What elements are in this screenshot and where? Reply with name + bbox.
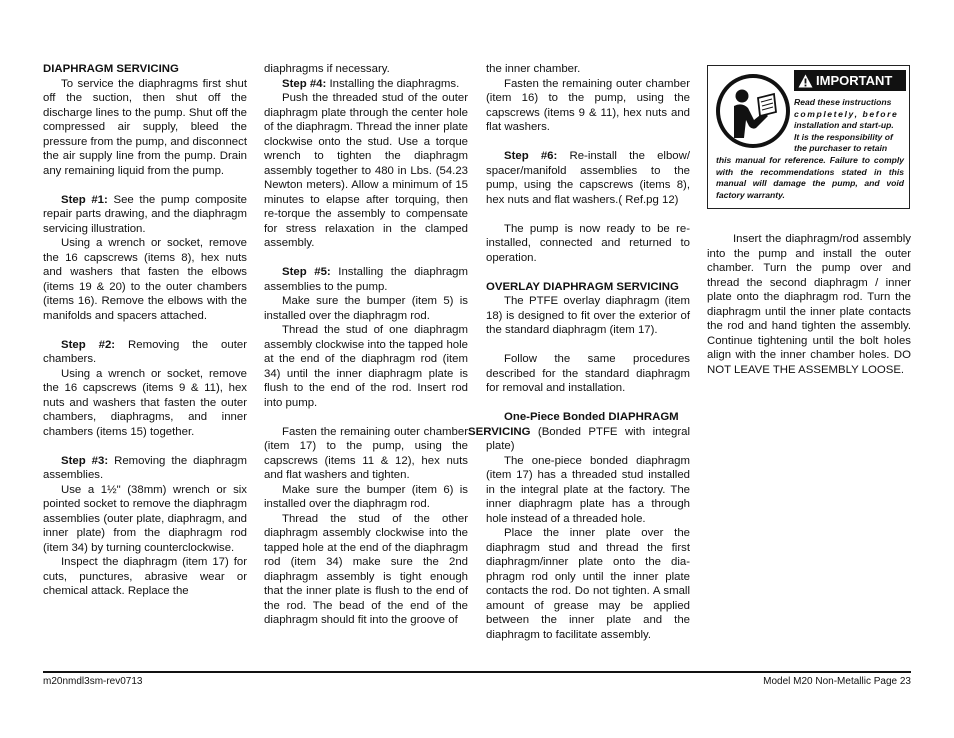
paragraph: Using a wrench or socket, remove the 16 capscrews (items 8), hex nuts and washers that fasten the elbows (items 19 & 20) to the outer chambers (items 16). Remove the elbows with the manifolds and spacers attached.	[43, 237, 247, 322]
paragraph: Using a wrench or socket, remove the 16 capscrews (items 9 & 11), hex nuts and washers that fasten the outer chambers, diaphragms, and inner chambers (items 15) together.	[43, 367, 247, 438]
column-4	[707, 232, 911, 377]
paragraph: To service the diaphragms first shut off the suction, then shut off the discharge lines to the pump. Shut off the compressed air supply, bleed the pressure from the pump, and disconnect the air supply line from the pump. Drain any remaining liquid from the pump.	[43, 77, 247, 177]
step-text: Re-install the elbow/ spacer/manifold assemblies to the pump, using the capscrews (items 8), hex nuts and flat washers.( Ref.pg 12)	[486, 150, 691, 206]
step-label: Step #6:	[504, 150, 558, 162]
document-code: m20nmdl3sm-rev0713	[43, 676, 143, 687]
warning-icon	[798, 74, 813, 88]
paragraph: the inner chamber.	[486, 63, 581, 75]
paragraph: The pump is now ready to be re-installed, connected and returned to operation.	[486, 222, 690, 264]
important-banner	[794, 70, 906, 91]
step-label: Step #3:	[61, 454, 109, 467]
important-line: Read these instructions	[794, 97, 892, 107]
paragraph: Follow the same procedures described for the standard diaphragm for removal and installation.	[486, 353, 690, 394]
heading-rest: (Bonded PTFE with integral plate)	[486, 425, 690, 452]
paragraph: Fasten the remaining outer chamber (item 16) to the pump, using the capscrews (items 9 & 11), hex nuts and flat washers.	[486, 77, 690, 133]
column-1	[43, 62, 247, 599]
section-heading: DIAPHRAGM SERVICING	[43, 63, 179, 75]
important-text	[716, 97, 904, 201]
paragraph: Make sure the bumper (item 6) is installed over the diaphragm rod.	[264, 483, 468, 510]
paragraph: Place the inner plate over the diaphragm stud and thread the first diaphragm/inner plate onto the dia-phragm rod only until the inner plate contacts the rod. Do not tighten. A small amount of grease may be applied between the inner plate and the diaphragm to facilitate assembly.	[486, 527, 690, 641]
paragraph: The one-piece bonded diaphragm (item 17) has a threaded stud installed in the integral plate at the factory. The inner diaphragm plate has a through hole instead of a threaded hole.	[486, 454, 690, 525]
paragraph: Thread the stud of one diaphragm assembly clockwise into the tapped hole at the end of the diaphragm rod (item 34) until the inner diaphragm plate is flush to the end of the rod. Insert rod into pump.	[264, 324, 468, 409]
step-text: Removing the outer chambers.	[43, 338, 247, 365]
step-text: Removing the diaphragm assemblies.	[43, 454, 247, 481]
step-label: Step #1:	[61, 193, 108, 206]
paragraph: Insert the diaphragm/rod assembly into the pump and install the outer chamber. Turn the pump over and thread the second diaphragm / inner plate onto the diaphragm rod. Turn the diaphragm until the inner plate contacts the rod and hand tighten the assembly. Continue tightening until the bolt holes align with the inner chamber holes. DO NOT LEAVE THE ASSEMBLY LOOSE.	[707, 233, 911, 376]
column-2	[264, 62, 468, 628]
important-line: It is the responsibility of	[794, 131, 893, 142]
important-line: completely, before	[794, 108, 899, 119]
step-label: Step #2:	[61, 338, 116, 351]
important-line: the purchaser to retain	[794, 143, 888, 154]
important-line: installation and start-up.	[794, 120, 894, 131]
column-3	[468, 62, 691, 642]
page-number: Model M20 Non-Metallic Page 23	[763, 676, 911, 687]
section-heading: OVERLAY DIAPHRAGM SERVICING	[486, 280, 679, 293]
paragraph: diaphragms if necessary.	[264, 63, 390, 75]
important-label: IMPORTANT	[816, 73, 893, 88]
heading-bold: SERVICING	[468, 425, 531, 438]
paragraph: Fasten the remaining outer chamber (item 17) to the pump, using the capscrews (items 11 & 12), hex nuts and flat washers and tighten.	[264, 425, 468, 481]
step-6-paragraph	[486, 149, 690, 207]
step-label: Step #4:	[282, 77, 327, 90]
step-4-paragraph	[264, 77, 468, 92]
heading-bold: One-Piece Bonded DIAPHRAGM	[504, 411, 679, 423]
step-label: Step #5:	[282, 266, 331, 278]
footer-divider	[43, 671, 911, 673]
step-text: Installing the diaphragm assemblies to the pump.	[264, 266, 469, 293]
paragraph: The PTFE overlay diaphragm (item 18) is designed to fit over the exterior of the standard diaphragm (item 17).	[486, 295, 690, 336]
step-text: Installing the diaphragms.	[326, 77, 460, 90]
step-2-paragraph	[43, 338, 247, 367]
subsection-heading	[468, 410, 690, 454]
important-line: this manual for reference. Failure to comply with the recommendations stated in this manual will damage the pump, and void factory warranty.	[716, 154, 904, 200]
paragraph: Inspect the diaphragm (item 17) for cuts, punctures, abrasive wear or chemical attack. Replace the	[43, 556, 247, 597]
paragraph: Use a 1½" (38mm) wrench or six pointed socket to remove the diaphragm assemblies (outer plate, diaphragm, and inner plate) from the diaphragm rod (item 34) by turning counterclockwise.	[43, 483, 247, 554]
paragraph: Thread the stud of the other diaphragm assembly clockwise into the tapped hole at the end of the diaphragm rod (item 34) make sure the 2nd diaphragm assembly is tight enough that the inner plate is flush to the end of the rod. The bead of the end of the diaphragm should fit into the groove of	[264, 512, 468, 626]
step-text: See the pump composite repair parts drawing, and the diaphragm servicing illustration.	[43, 193, 248, 235]
step-3-paragraph	[43, 454, 247, 483]
step-1-paragraph	[43, 193, 247, 237]
important-notice-box	[707, 65, 910, 209]
paragraph: Push the threaded stud of the outer diaphragm plate through the center hole of the diaphragm. Thread the inner plate clockwise onto the stud. Use a torque wrench to tighten the diaphragm assembly together to 480 in Lbs. (54.23 Newton meters). Allow a minimum of 15 minutes to elapse after torquing, then re-torque the assembly to compensate for stress relaxation in the clamped assembly.	[264, 92, 468, 249]
step-5-paragraph	[264, 265, 468, 294]
paragraph: Make sure the bumper (item 5) is installed over the diaphragm rod.	[264, 295, 468, 322]
